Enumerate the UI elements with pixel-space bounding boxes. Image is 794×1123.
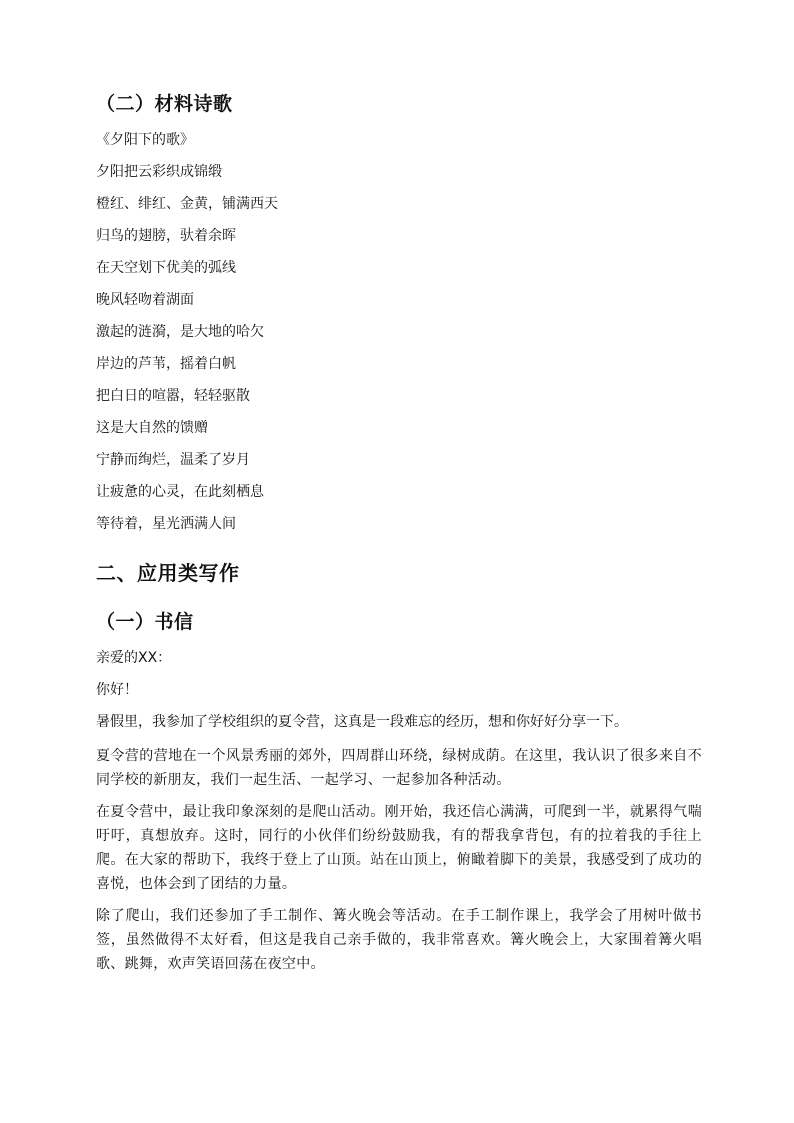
poem-line: 等待着，星光洒满人间	[96, 516, 236, 532]
poem-line: 这是大自然的馈赠	[96, 420, 208, 436]
letter-paragraph: 在夏令营中，最让我印象深刻的是爬山活动。刚开始，我还信心满满，可爬到一半，就累得气喘吁吁，真想放弃。这时，同行的小伙伴们纷纷鼓励我，有的帮我拿背包，有的拉着我的手往上爬。在大家的帮助下，我终于登上了山顶。站在山顶上，俯瞰着脚下的美景，我感受到了成功的喜悦，也体会到了团结的力量。	[96, 804, 702, 892]
poem-line: 岸边的芦苇，摇着白帆	[96, 356, 236, 372]
letter-salutation: 亲爱的XX：	[96, 650, 172, 666]
poem-line: 橙红、绯红、金黄，铺满西天	[96, 196, 278, 212]
poem-title: 《夕阳下的歌》	[96, 132, 194, 148]
poem-line: 在天空划下优美的弧线	[96, 260, 236, 276]
letter-paragraph: 除了爬山，我们还参加了手工制作、篝火晚会等活动。在手工制作课上，我学会了用树叶做书签，虽然做得不太好看，但这是我自己亲手做的，我非常喜欢。篝火晚会上，大家围着篝火唱歌、跳舞，欢声笑语回荡在夜空中。	[96, 908, 702, 972]
document-page	[96, 88, 702, 976]
poem-body	[96, 124, 702, 540]
poem-line: 夕阳把云彩织成锦缎	[96, 164, 222, 180]
applied-writing-heading: 二、应用类写作	[96, 561, 240, 585]
letter-body	[96, 642, 702, 976]
letter-paragraph: 夏令营的营地在一个风景秀丽的郊外，四周群山环绕，绿树成荫。在这里，我认识了很多来自不同学校的新朋友，我们一起生活、一起学习、一起参加各种活动。	[96, 748, 702, 788]
poem-line: 归鸟的翅膀，驮着余晖	[96, 228, 236, 244]
poem-line: 让疲惫的心灵，在此刻栖息	[96, 484, 264, 500]
poem-line: 晚风轻吻着湖面	[96, 292, 194, 308]
letter-section-heading: （一）书信	[96, 611, 194, 633]
poem-line: 把白日的喧嚣，轻轻驱散	[96, 388, 250, 404]
letter-greeting: 你好！	[96, 682, 138, 698]
poem-line: 宁静而绚烂，温柔了岁月	[96, 452, 250, 468]
letter-paragraph: 暑假里，我参加了学校组织的夏令营，这真是一段难忘的经历，想和你好好分享一下。	[96, 714, 628, 730]
poem-line: 激起的涟漪，是大地的哈欠	[96, 324, 264, 340]
poem-section-heading: （二）材料诗歌	[96, 93, 233, 115]
